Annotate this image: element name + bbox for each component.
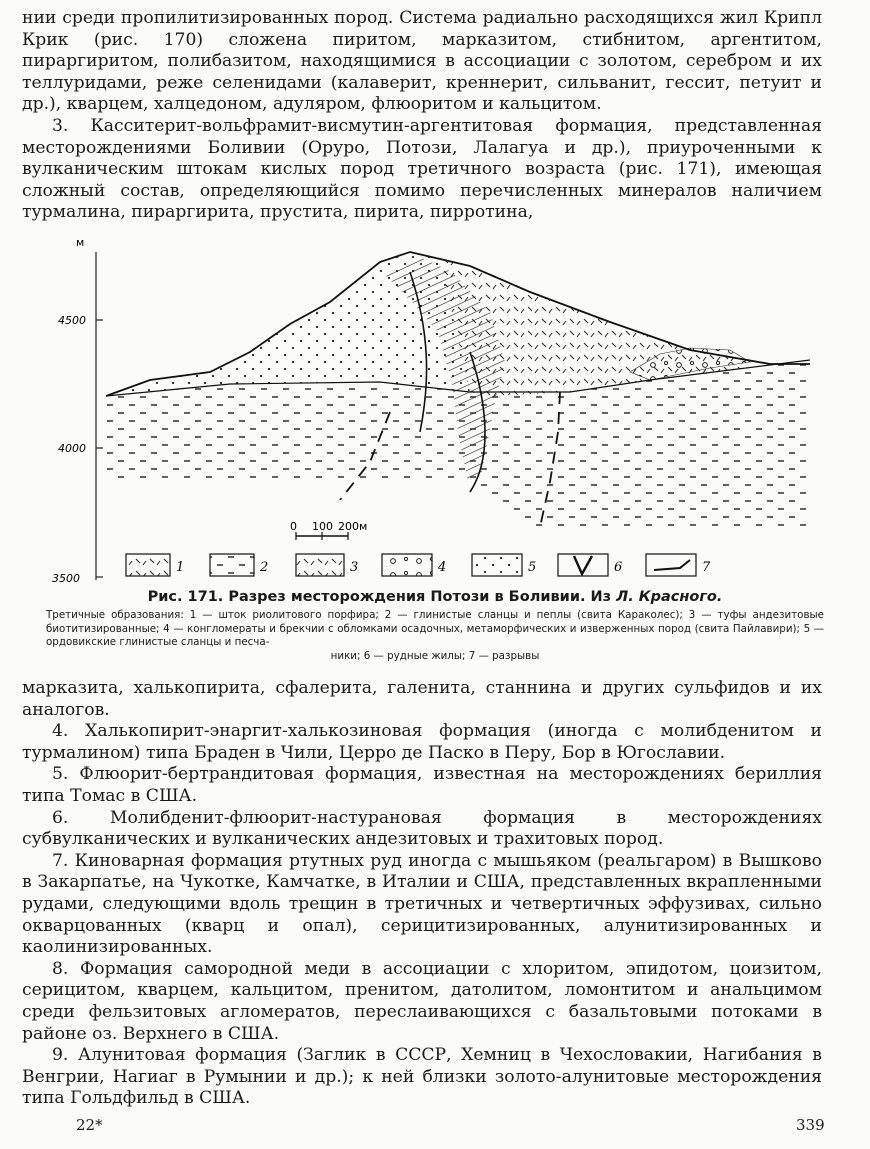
paragraph: 5. Флюорит-бертрандитовая формация, известная на месторождениях бериллия типа Томас в США. (22, 764, 822, 806)
paragraph: марказита, халькопирита, сфалерита, галенита, станнина и других сульфидов и их аналогов. (22, 678, 822, 720)
legend-number: 6 (614, 560, 623, 575)
y-axis (52, 236, 103, 585)
scale-bar (290, 520, 367, 540)
bottom-text-block (22, 678, 822, 1110)
legend-swatch-4 (382, 554, 432, 576)
paragraph: 3. Касситерит-вольфрамит-висмутин-аргентитовая формация, представленная месторождениями Боливии (Оруро, Потози, Лалагуа и др.), приуроченными к вулканическим штокам кислых пород третичного возраста (рис. 171), имеющая сложный состав, определяющийся помимо перечисленных минералов наличием турмалина, пираргирита, прустита, пирита, пирротина, (22, 115, 822, 223)
paragraph: 6. Молибденит-флюорит-настурановая формация в месторождениях субвулканических и вулканических андезитовых и трахитовых пород. (22, 807, 822, 850)
figure-legend-text (46, 609, 824, 663)
paragraph: 7. Киноварная формация ртутных руд иногда с мышьяком (реальгаром) в Вышково в Закарпатье, на Чукотке, Камчатке, в Италии и США, представленных вкрапленными рудами, следующими вдоль трещин в третичных и четвертичных эффузивах, сильно окварцованных (кварц и опал), серицитизированных, алунитизированных и каолинизированных. (22, 850, 822, 958)
legend-number: 3 (350, 560, 359, 575)
legend-fault-symbol (654, 560, 690, 570)
legend-last-line: ники; 6 — рудные жилы; 7 — разрывы (330, 649, 540, 662)
signature-mark: 22* (76, 1116, 103, 1134)
scale-label: 200м (338, 520, 368, 533)
legend-number: 7 (702, 560, 711, 575)
caption-main: Рис. 171. Разрез месторождения Потози в Боливии. Из (147, 589, 612, 605)
paragraph: 4. Халькопирит-энаргит-халькозиновая формация (иногда с молибденитом и турмалином) типа Браден в Чили, Церро де Паско в Перу, Бор в Югославии. (22, 721, 822, 763)
y-tick-label: 4500 (58, 314, 86, 327)
legend-number: 4 (438, 560, 447, 575)
y-axis-unit: м (76, 236, 85, 249)
legend-swatch-5 (472, 554, 522, 576)
legend-body: Третичные образования: 1 — шток риолитового порфира; 2 — глинистые сланцы и пеплы (свита Караколес); 3 — туфы андезитовые биотитизированные; 4 — конгломераты и брекчии с обломками осадочных, метаморфических и изверженных пород (свита Пайлавири); 5 — ордовикские глинистые сланцы и песча- (46, 609, 824, 648)
paragraph: нии среди пропилитизированных пород. Система радиально расходящихся жил Крипл Крик (рис. 170) сложена пиритом, марказитом, стибнитом, аргентитом, пираргиритом, полибазитом, находящимися в ассоциации с золотом, серебром и их теллуридами, реже селенидами (калаверит, креннерит, сильванит, гессит, петуит и др.), кварцем, халцедоном, адуляром, флюоритом и кальцитом. (22, 8, 822, 115)
legend-swatch-1 (126, 554, 170, 576)
page-number: 339 (796, 1116, 825, 1134)
legend-swatch-3 (296, 554, 344, 576)
scale-label: 0 (290, 520, 297, 533)
paragraph: 9. Алунитовая формация (Заглик в СССР, Хемниц в Чехословакии, Нагибания в Венгрии, Нагиаг в Румынии и др.); к ней близки золото-алунитовые месторождения типа Гольдфильд в США. (22, 1045, 822, 1109)
legend-vein-symbol (574, 556, 592, 574)
top-text-block (22, 8, 822, 224)
legend-number: 1 (176, 560, 185, 575)
legend-number: 2 (260, 560, 269, 575)
paragraph: 8. Формация самородной меди в ассоциации с хлоритом, эпидотом, цоизитом, серицитом, кварцем, кальцитом, пренитом, датолитом, ломонтитом и анальцимом среди фельзитовых агломератов, переслаивающихся с базальтовыми потоками в районе оз. Верхнего в США. (22, 958, 822, 1044)
caption-author: Л. Красного. (616, 589, 723, 605)
legend-number: 5 (528, 560, 537, 575)
cross-section-figure (50, 232, 830, 592)
figure-caption (40, 589, 830, 605)
legend-swatch-2 (210, 554, 254, 576)
legend (126, 554, 711, 576)
scale-label: 100 (312, 520, 333, 533)
y-tick-label: 3500 (52, 572, 80, 585)
legend-swatch-7 (646, 554, 696, 576)
y-tick-label: 4000 (58, 442, 86, 455)
